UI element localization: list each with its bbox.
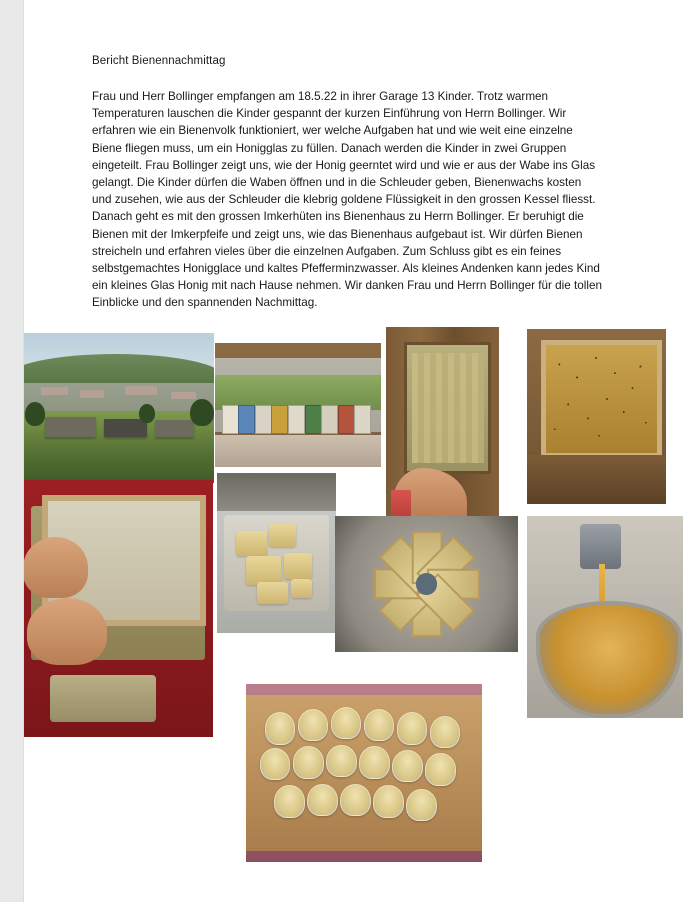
photo-hand-at-hive (386, 327, 499, 517)
photo-uncapping-frame (24, 480, 213, 737)
photo-frame-full-of-bees (527, 329, 666, 504)
photo-honey-icecream-cups (246, 684, 482, 862)
document-page (24, 0, 683, 902)
photo-honey-extractor (335, 516, 518, 652)
photo-bee-houses-meadow (24, 333, 214, 483)
photo-hive-boxes-row (215, 343, 381, 467)
report-paragraph: Frau und Herr Bollinger empfangen am 18.5.22 in ihrer Garage 13 Kinder. Trotz warmen Temperaturen lauschen die Kinder gespannt der kurzen Einführung von Herrn Bollinger. Wir erfahren wie ein Bienenvolk funktioniert, wer welche Aufgaben hat und wie weit eine einzelne Biene fliegen muss, um ein Honigglas zu füllen. Danach werden die Kinder in zwei Gruppen eingeteilt. Frau Bollinger zeigt uns, wie der Honig geerntet wird und wie er aus der Wabe ins Glas gelangt. Die Kinder dürfen die Waben öffnen und in die Schleuder geben, Bienenwachs kosten und zusehen, wie aus der Schleuder die klebrig goldene Flüssigkeit in den grossen Kessel fliesst. Danach geht es mit den grossen Imkerhüten ins Bienenhaus zu Herrn Bollinger. Er beruhigt die Bienen mit der Imkerpfeife und zeigt uns, wie das Bienenhaus aufgebaut ist. Wir dürfen Bienen streicheln und erfahren vieles über die einzelnen Aufgaben. Zum Schluss gibt es ein feines selbstgemachtes Honigglace und kaltes Pfefferminzwasser. Als kleines Andenken kann jedes Kind ein kleines Glas Honig mit nach Hause nehmen. Wir danken Frau und Herrn Bollinger für die tollen Einblicke und den spannenden Nachmittag. (92, 90, 602, 310)
photo-honey-tap-pot (527, 516, 683, 718)
page-title: Bericht Bienennachmittag (92, 55, 226, 67)
photo-wax-chunks (217, 473, 336, 633)
